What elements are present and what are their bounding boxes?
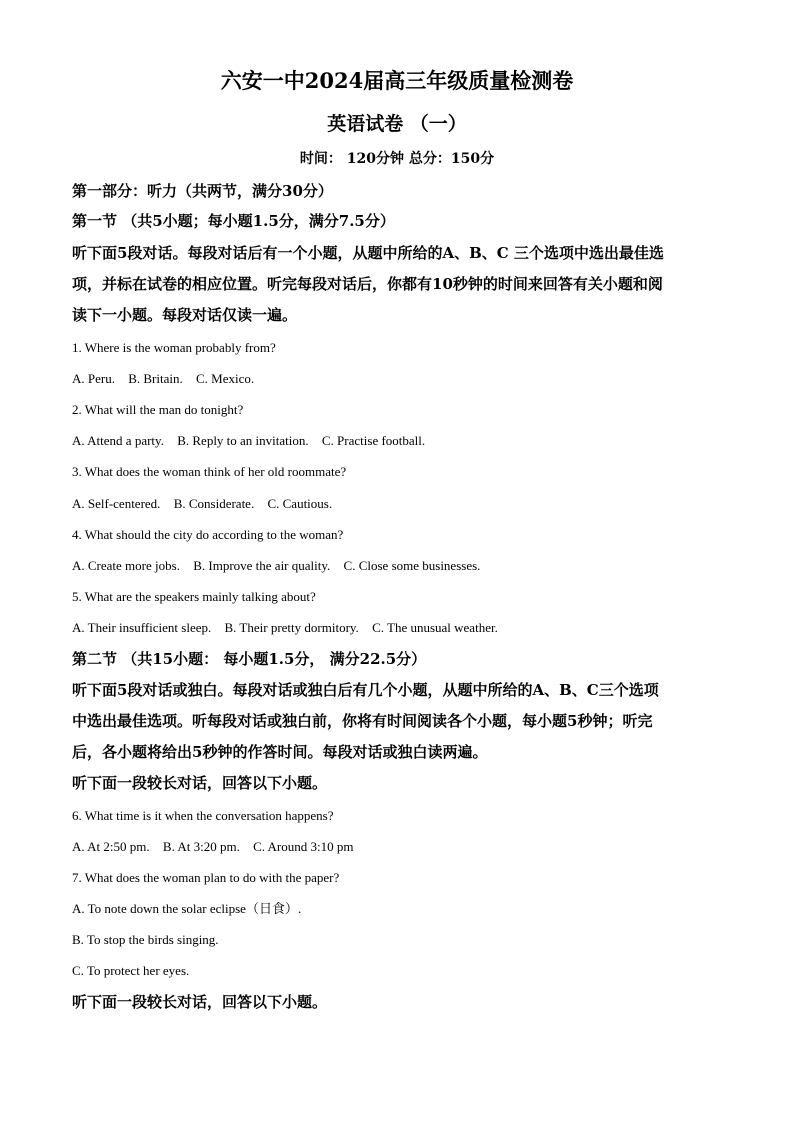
exam-title: 六安一中2024届高三年级质量检测卷 bbox=[220, 68, 574, 93]
option-c: C. Cautious. bbox=[267, 496, 333, 511]
question-5: 5. What are the speakers mainly talking about? bbox=[72, 589, 316, 604]
option-b: B. At 3:20 pm. bbox=[162, 839, 240, 854]
section1-heading: 第一节 （共5小题；每小题1.5分，满分7.5分） bbox=[72, 212, 395, 230]
option-a: A. Their insufficient sleep. bbox=[72, 620, 212, 635]
section2-instruction-line-1: 听下面5段对话或独白。每段对话或独白后有几个小题，从题中所给的A、B、C三个选项 bbox=[72, 681, 659, 699]
option-b: B. Improve the air quality. bbox=[193, 558, 331, 573]
option-a: A. Attend a party. bbox=[72, 433, 164, 448]
section2-heading: 第二节 （共15小题： 每小题1.5分， 满分22.5分） bbox=[72, 650, 427, 668]
option-a: A. At 2:50 pm. bbox=[72, 839, 150, 854]
listen-prompt: 听下面一段较长对话，回答以下小题。 bbox=[72, 774, 328, 792]
exam-time-score: 时间： 120分钟 总分：150分 bbox=[299, 151, 495, 167]
option-b: B. Reply to an invitation. bbox=[177, 433, 309, 448]
question-3: 3. What does the woman think of her old roommate? bbox=[72, 464, 347, 479]
option-a: A. Create more jobs. bbox=[72, 558, 180, 573]
question-7-option-a: A. To note down the solar eclipse（日食）. bbox=[72, 901, 302, 916]
part1-heading: 第一部分：听力（共两节，满分30分） bbox=[72, 182, 333, 200]
section2-instruction-line-2: 中选出最佳选项。听每段对话或独白前，你将有时间阅读各个小题，每小题5秒钟；听完 bbox=[72, 712, 653, 730]
option-c: C. Practise football. bbox=[321, 433, 426, 448]
question-4: 4. What should the city do according to the woman? bbox=[72, 527, 344, 542]
question-1-options bbox=[72, 369, 732, 389]
question-5-options bbox=[72, 618, 732, 638]
question-2-options bbox=[72, 431, 732, 451]
option-c: C. Around 3:10 pm bbox=[253, 839, 354, 854]
section1-instruction-line-3: 读下一小题。每段对话仅读一遍。 bbox=[72, 306, 298, 324]
option-a: A. Self-centered. bbox=[72, 496, 161, 511]
section2-instruction-line-3: 后，各小题将给出5秒钟的作答时间。每段对话或独白读两遍。 bbox=[72, 743, 488, 761]
section1-instruction-line-2: 项，并标在试卷的相应位置。听完每段对话后，你都有10秒钟的时间来回答有关小题和阅 bbox=[72, 275, 663, 293]
exam-subtitle: 英语试卷 （一） bbox=[327, 113, 467, 135]
question-7: 7. What does the woman plan to do with the paper? bbox=[72, 870, 340, 885]
question-6: 6. What time is it when the conversation happens? bbox=[72, 808, 334, 823]
section1-instruction-line-1: 听下面5段对话。每段对话后有一个小题，从题中所给的A、B、C 三个选项中选出最佳选 bbox=[72, 244, 664, 262]
question-2: 2. What will the man do tonight? bbox=[72, 402, 244, 417]
option-c: C. The unusual weather. bbox=[372, 620, 498, 635]
option-c: C. Mexico. bbox=[196, 371, 255, 386]
question-4-options bbox=[72, 556, 732, 576]
listen-prompt-2: 听下面一段较长对话，回答以下小题。 bbox=[72, 993, 328, 1011]
option-a: A. Peru. bbox=[72, 371, 115, 386]
option-b: B. Considerate. bbox=[173, 496, 255, 511]
question-1: 1. Where is the woman probably from? bbox=[72, 340, 276, 355]
option-c: C. Close some businesses. bbox=[343, 558, 481, 573]
question-6-options bbox=[72, 837, 732, 857]
option-b: B. Their pretty dormitory. bbox=[224, 620, 359, 635]
question-7-option-b: B. To stop the birds singing. bbox=[72, 932, 219, 947]
option-b: B. Britain. bbox=[128, 371, 183, 386]
question-7-option-c: C. To protect her eyes. bbox=[72, 963, 190, 978]
question-3-options bbox=[72, 494, 732, 514]
